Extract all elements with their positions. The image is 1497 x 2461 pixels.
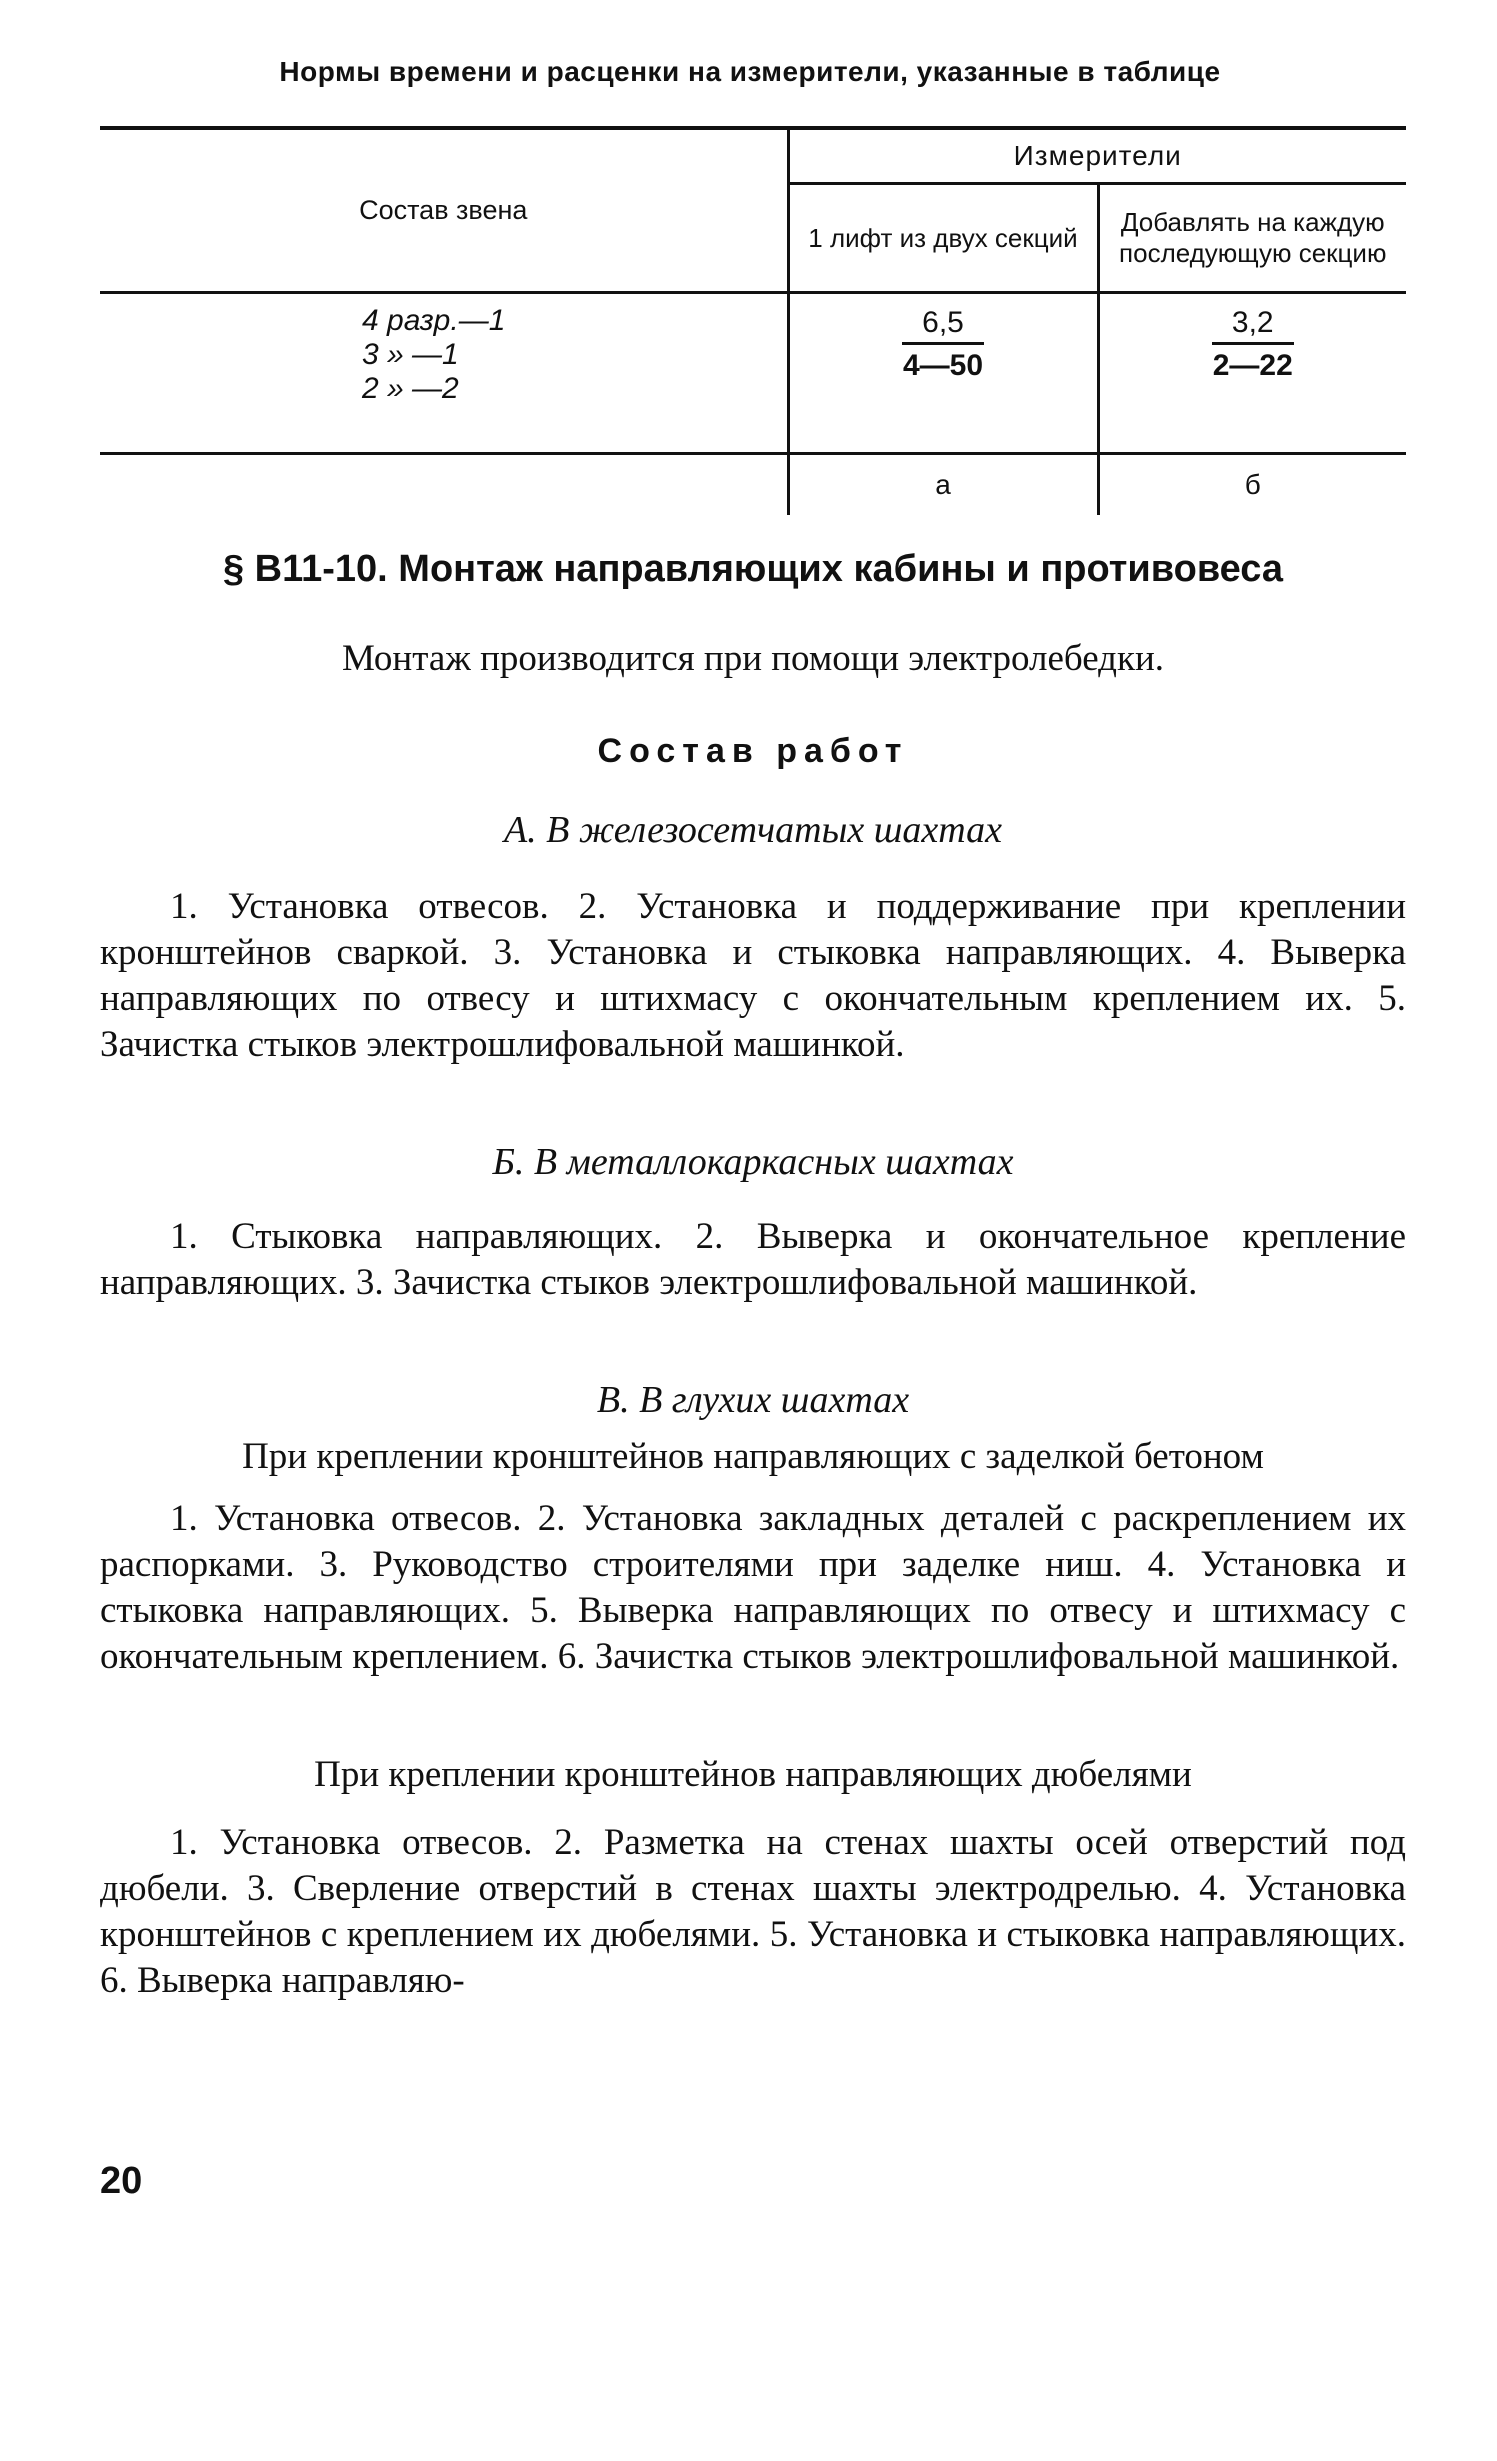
index-empty bbox=[100, 454, 788, 516]
crew-line: 2 » —2 bbox=[362, 372, 459, 405]
intro-text: Монтаж производится при помощи электролебедки. bbox=[341, 638, 1165, 679]
header-col-b: Добавлять на каждую последующую секцию bbox=[1098, 184, 1406, 293]
subsection-b-text: 1. Стыковка направляющих. 2. Выверка и окончательное крепление направляющих. 3. Зачистка стыков электрошлифовальной машинкой. bbox=[100, 1216, 1406, 1303]
cell-b-values bbox=[1098, 293, 1406, 454]
table-caption: Нормы времени и расценки на измерители, указанные в таблице bbox=[279, 56, 1221, 87]
index-b: б bbox=[1244, 469, 1261, 500]
subsection-b-title: Б. В металлокаркасных шахтах bbox=[492, 1141, 1014, 1183]
subsection-c1-text: 1. Установка отвесов. 2. Установка закладных деталей с раскреплением их распорками. 3. Руководство строителями при заделке ниш. 4. Установка и стыковка направляющих. 5. Выверка направляющих по отвесу и штихмасу с окончательным креплением. 6. Зачистка стыков электрошлифовальной машинкой. bbox=[100, 1498, 1406, 1677]
rate-b: 2—22 bbox=[1212, 349, 1293, 382]
cell-a-values bbox=[788, 293, 1098, 454]
subsection-c2-title: При креплении кронштейнов направляющих дюбелями bbox=[314, 1754, 1192, 1795]
crew-line: 3 » —1 bbox=[362, 338, 459, 371]
page-number: 20 bbox=[100, 2160, 143, 2202]
header-composition: Состав звена bbox=[100, 128, 788, 293]
crew-line: 4 разр.—1 bbox=[362, 304, 506, 337]
norm-time-a: 6,5 bbox=[902, 306, 984, 345]
subsection-c1-title: При креплении кронштейнов направляющих с заделкой бетоном bbox=[242, 1436, 1264, 1477]
norm-time-b: 3,2 bbox=[1212, 306, 1294, 345]
subsection-a-title: А. В железосетчатых шахтах bbox=[503, 809, 1003, 851]
header-col-a: 1 лифт из двух секций bbox=[788, 184, 1098, 293]
subsection-a-text: 1. Установка отвесов. 2. Установка и поддерживание при креплении кронштейнов сваркой. 3. Установка и стыковка направляющих. 4. Выверка направляющих по отвесу и штихмасу с окончательным креплением их. 5. Зачистка стыков электрошлифовальной машинкой. bbox=[100, 886, 1406, 1065]
subsection-c-title: В. В глухих шахтах bbox=[596, 1379, 910, 1421]
index-a: а bbox=[788, 454, 1098, 516]
works-heading: Состав работ bbox=[597, 732, 909, 770]
section-title: § В11-10. Монтаж направляющих кабины и противовеса bbox=[222, 548, 1284, 590]
norms-table bbox=[100, 126, 1406, 515]
crew-composition bbox=[100, 293, 788, 454]
rate-a: 4—50 bbox=[902, 349, 984, 382]
header-measures: Измерители bbox=[1013, 140, 1182, 171]
subsection-c2-text: 1. Установка отвесов. 2. Разметка на стенах шахты осей отверстий под дюбели. 3. Сверление отверстий в стенах шахты электродрелью. 4. Установка кронштейнов с креплением их дюбелями. 5. Установка и стыковка направляющих. 6. Выверка направляю- bbox=[100, 1822, 1406, 2001]
